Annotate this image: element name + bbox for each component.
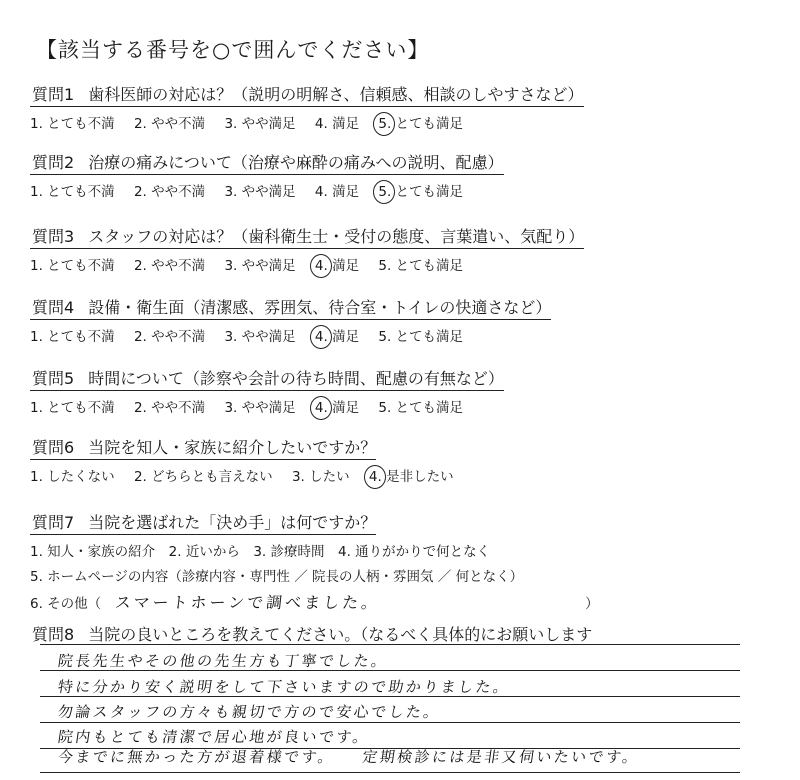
handwritten-comment[interactable]: 今までに無かった方が退着様です。 定期検診には是非又伺いたいです。 (56, 748, 641, 766)
circled-number: 4 (314, 258, 324, 274)
question-8 (30, 622, 730, 646)
option-4[interactable]: 4. 満足 (314, 184, 360, 200)
q7-other-close: ） (585, 596, 599, 612)
question-1 (30, 82, 670, 132)
option-3[interactable]: 3. やや満足 (224, 116, 296, 132)
question-7 (30, 510, 670, 613)
question-3 (30, 224, 670, 274)
option-3[interactable]: 3. やや満足 (224, 258, 296, 274)
answer-options (30, 112, 670, 132)
question-4 (30, 295, 670, 345)
question-text: 当院を選ばれた「決め手」は何ですか？ (88, 513, 377, 532)
handwritten-comment[interactable]: 院長先生やその他の先生方も丁寧でした。 (56, 652, 390, 670)
question-2 (30, 150, 670, 200)
question-title (30, 150, 504, 175)
question-number: 質問2 (32, 153, 75, 172)
handwritten-comment[interactable]: 勿論スタッフの方々も親切で方ので安心でした。 (56, 703, 443, 721)
question-text: スタッフの対応は？（歯科衛生士・受付の態度、言葉遣い、気配り） (88, 227, 585, 246)
q7-other-label: 6. その他（ (30, 596, 102, 612)
option-3[interactable]: 3. やや満足 (224, 329, 296, 345)
q7-other-handwritten-answer[interactable]: スマートホーンで調べました。 (114, 593, 382, 612)
option-3[interactable]: 3. やや満足 (224, 400, 296, 416)
option-1[interactable]: 1. とても不満 (30, 400, 115, 416)
question-text: 当院を知人・家族に紹介したいですか？ (88, 438, 377, 457)
question-number: 質問8 (32, 625, 75, 644)
question-number: 質問1 (32, 85, 75, 104)
option-1[interactable]: 1. したくない (30, 469, 115, 485)
circled-number: 4 (314, 400, 324, 416)
answer-options (30, 254, 670, 274)
answer-options (30, 325, 670, 345)
question-title (30, 435, 376, 460)
question-title (30, 224, 584, 249)
question-text: 治療の痛みについて（治療や麻酔の痛みへの説明、配慮） (88, 153, 504, 172)
question-5 (30, 366, 670, 416)
option-5[interactable]: 5. とても満足 (378, 400, 464, 416)
handwritten-comment[interactable]: 特に分かり安く説明をして下さいますので助かりました。 (56, 678, 512, 696)
question-text: 歯科医師の対応は？（説明の明解さ、信頼感、相談のしやすさなど） (88, 85, 584, 104)
option-4-circled[interactable]: 4. 満足 (314, 258, 360, 274)
question-6 (30, 435, 670, 485)
handwritten-comment[interactable]: 院内もとても清潔で居心地が良いです。 (56, 728, 372, 746)
option-1[interactable]: 1. とても不満 (30, 258, 115, 274)
question-number: 質問5 (32, 369, 75, 388)
option-5[interactable]: 5. とても満足 (378, 329, 464, 345)
question-text: 当院の良いところを教えてください。（なるべく具体的にお願いします (88, 625, 593, 644)
option-4-circled[interactable]: 4. 満足 (314, 400, 360, 416)
question-title (30, 82, 584, 107)
circled-number: 5 (378, 116, 387, 132)
ruled-line (40, 722, 740, 723)
question-title (30, 622, 592, 646)
option-5[interactable]: 5. とても満足 (378, 258, 464, 274)
question-number: 質問6 (32, 438, 75, 457)
option-1[interactable]: 1. とても不満 (30, 329, 115, 345)
question-title (30, 510, 376, 535)
q7-other-line (30, 590, 670, 613)
option-2[interactable]: 2. どちらとも言えない (133, 469, 273, 485)
question-text: 時間について（診察や会計の待ち時間、配慮の有無など） (88, 369, 504, 388)
option-2[interactable]: 2. やや不満 (133, 329, 206, 345)
answer-options (30, 180, 670, 200)
option-3[interactable]: 3. したい (291, 469, 350, 485)
option-5-circled[interactable]: 5. とても満足 (378, 184, 464, 200)
option-2[interactable]: 2. やや不満 (133, 400, 206, 416)
option-2[interactable]: 2. やや不満 (133, 116, 206, 132)
option-1[interactable]: 1. とても不満 (30, 116, 115, 132)
ruled-line (40, 644, 740, 645)
answer-options (30, 396, 670, 416)
question-number: 質問4 (32, 298, 75, 317)
option-4-circled[interactable]: 4. 是非したい (368, 469, 454, 485)
option-3[interactable]: 3. やや満足 (224, 184, 296, 200)
option-1[interactable]: 1. とても不満 (30, 184, 115, 200)
circled-number: 5 (378, 184, 387, 200)
q7-options-line-1[interactable]: 1. 知人・家族の紹介 2. 近いから 3. 診療時間 4. 通りがかりで何となく (30, 544, 491, 560)
ruled-line (40, 772, 740, 773)
option-2[interactable]: 2. やや不満 (133, 258, 206, 274)
page-title: 【該当する番号を○で囲んでください】 (36, 38, 430, 62)
option-5-circled[interactable]: 5. とても満足 (378, 116, 464, 132)
circled-number: 4 (314, 329, 324, 345)
answer-options (30, 465, 670, 485)
option-4[interactable]: 4. 満足 (314, 116, 360, 132)
question-title (30, 366, 504, 391)
question-title (30, 295, 551, 320)
option-4-circled[interactable]: 4. 満足 (314, 329, 360, 345)
question-number: 質問7 (32, 513, 75, 532)
circled-number: 4 (368, 469, 378, 485)
question-text: 設備・衛生面（清潔感、雰囲気、待合室・トイレの快適さなど） (88, 298, 552, 317)
option-2[interactable]: 2. やや不満 (133, 184, 206, 200)
q7-options-line-2[interactable]: 5. ホームページの内容（診療内容・専門性 ／ 院長の人柄・雰囲気 ／ 何となく） (30, 569, 524, 585)
question-number: 質問3 (32, 227, 75, 246)
